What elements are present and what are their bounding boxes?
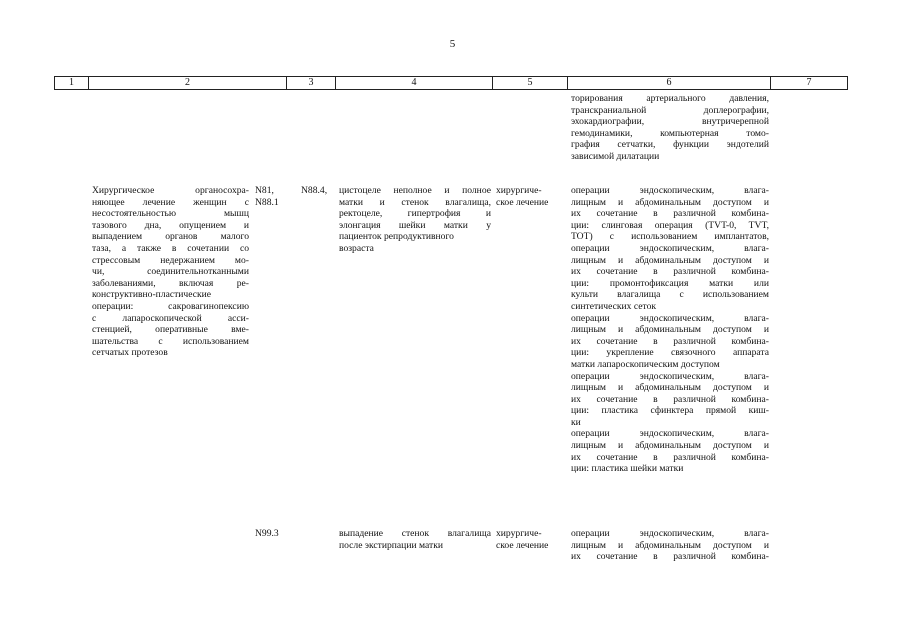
text-line: цистоцеле неполное и полное xyxy=(339,185,491,196)
header-col-4: 4 xyxy=(336,77,493,89)
text-line: таза, а также в сочетании со xyxy=(92,242,249,254)
text-line: их сочетание в различной комбина- xyxy=(571,551,769,563)
text-line: ское лечение xyxy=(496,196,549,208)
header-col-2: 2 xyxy=(89,77,287,89)
text-line: после экстирпации матки xyxy=(339,539,443,551)
text-line: шательства с использованием xyxy=(92,335,249,347)
text-line: графия сетчатки, функции эндотелий xyxy=(571,139,769,151)
text-line: лищным и абдоминальным доступом и xyxy=(571,254,769,266)
method-block xyxy=(571,371,769,429)
text-line: элонгация шейки матки у xyxy=(339,219,491,231)
row1-methods xyxy=(571,185,769,475)
text-line: операции эндоскопическим, влага- xyxy=(571,312,769,324)
text-line: пациенток репродуктивного xyxy=(339,231,454,243)
text-line: чи, соединительнотканными xyxy=(92,266,249,278)
text-line: TOT) с использованием имплантатов, xyxy=(571,231,769,243)
text-line: матки лапароскопическим доступом xyxy=(571,358,720,370)
text-line: лищным и абдоминальным доступом и xyxy=(571,324,769,336)
text-line: ции: слинговая операция (TVT-0, TVT, xyxy=(571,219,769,231)
header-col-7: 7 xyxy=(771,77,848,89)
text-line: стрессовым недержанием мо- xyxy=(92,254,249,266)
text-line: транскраниальной доплерографии, xyxy=(571,104,769,116)
method-block xyxy=(571,428,769,474)
row1-icd-code-extra xyxy=(301,185,341,197)
text-line: операции эндоскопическим, влага- xyxy=(571,370,769,382)
text-line: возраста xyxy=(339,242,374,254)
text-line: с лапароскопической асси- xyxy=(92,312,249,324)
row2-methods xyxy=(571,528,769,563)
text-line: ции: промонтофиксация матки или xyxy=(571,277,769,289)
text-line: выпадение стенок влагалища xyxy=(339,528,491,539)
text-line: операции: сакровагинопексию xyxy=(92,300,249,312)
icd-code: N81, xyxy=(255,185,274,196)
row2-treatment-type xyxy=(496,528,568,551)
method-block xyxy=(571,185,769,243)
text-line: операции эндоскопическим, влага- xyxy=(571,242,769,254)
icd-code: N88.1 xyxy=(255,196,279,208)
text-line: матки и стенок влагалища, xyxy=(339,196,491,208)
text-line: лищным и абдоминальным доступом и xyxy=(571,382,769,394)
text-line: заболеваниями, включая ре- xyxy=(92,277,249,289)
text-line: операции эндоскопическим, влага- xyxy=(571,185,769,196)
row1-icd-codes xyxy=(255,185,295,208)
text-line: синтетических сеток xyxy=(571,300,657,312)
header-col-5: 5 xyxy=(493,77,568,89)
text-line: конструктивно-пластические xyxy=(92,289,212,301)
text-line: несостоятельностью мышц xyxy=(92,208,249,220)
table-header-row xyxy=(54,76,848,90)
header-col-6: 6 xyxy=(568,77,771,89)
icd-code: N99.3 xyxy=(255,528,279,539)
row1-treatment-type xyxy=(496,185,568,208)
text-line: Хирургическое органосохра- xyxy=(92,185,249,196)
text-line: торирования артериального давления, xyxy=(571,93,769,104)
text-line: зависимой дилатации xyxy=(571,150,660,162)
page-number: 5 xyxy=(449,38,456,50)
text-line: их сочетание в различной комбина- xyxy=(571,208,769,220)
text-line: культи влагалища с использованием xyxy=(571,289,769,301)
text-line: их сочетание в различной комбина- xyxy=(571,266,769,278)
text-line: ции: пластика сфинктера прямой киш- xyxy=(571,405,769,417)
text-line: выпадением органов малого xyxy=(92,231,249,243)
text-line: их сочетание в различной комбина- xyxy=(571,335,769,347)
text-line: гемодинамики, компьютерная томо- xyxy=(571,127,769,139)
text-line: сетчатых протезов xyxy=(92,347,168,359)
text-line: хирургиче- xyxy=(496,185,542,196)
header-col-1: 1 xyxy=(55,77,89,89)
continued-methods-cell xyxy=(571,93,769,163)
text-line: операции эндоскопическим, влага- xyxy=(571,528,769,539)
text-line: ции: пластика шейки матки xyxy=(571,463,684,475)
text-line: лищным и абдоминальным доступом и xyxy=(571,196,769,208)
text-line: хирургиче- xyxy=(496,528,542,539)
header-col-3: 3 xyxy=(287,77,336,89)
row2-icd-code xyxy=(255,528,295,540)
method-block xyxy=(571,243,769,313)
text-line: ки xyxy=(571,416,581,428)
icd-code: N88.4, xyxy=(301,185,328,196)
text-line: лищным и абдоминальным доступом и xyxy=(571,539,769,551)
text-line: ции: укрепление связочного аппарата xyxy=(571,347,769,359)
text-line: эхокардиографии, внутричерепной xyxy=(571,116,769,128)
text-line: стенцией, оперативные вме- xyxy=(92,324,249,336)
text-line: няющее лечение женщин с xyxy=(92,196,249,208)
method-block xyxy=(571,313,769,371)
text-line: ское лечение xyxy=(496,539,549,551)
text-line: их сочетание в различной комбина- xyxy=(571,451,769,463)
text-line: ректоцеле, гипертрофия и xyxy=(339,208,491,220)
text-line: тазового дна, опущением и xyxy=(92,219,249,231)
text-line: лищным и абдоминальным доступом и xyxy=(571,440,769,452)
row2-diagnosis xyxy=(339,528,491,551)
text-line: их сочетание в различной комбина- xyxy=(571,393,769,405)
row1-treatment-description xyxy=(92,185,249,359)
text-line: операции эндоскопическим, влага- xyxy=(571,428,769,440)
row1-diagnosis xyxy=(339,185,491,255)
